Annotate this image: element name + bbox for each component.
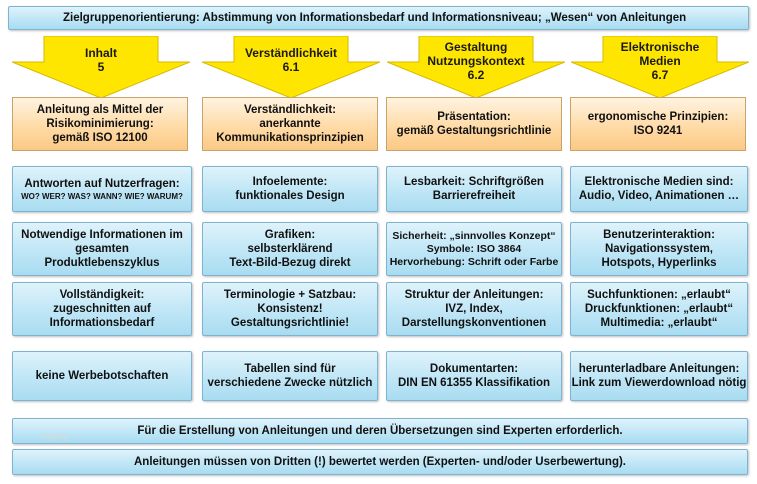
- cell-r3-c4: Suchfunktionen: „erlaubt“ Druckfunktionen: „erlaubt“ Multimedia: „erlaubt“: [570, 282, 748, 336]
- heading-inhalt: Anleitung als Mittel der Risikominimierung: gemäß ISO 12100: [12, 97, 188, 151]
- header-text: Zielgruppenorientierung: Abstimmung von Informationsbedarf und Informationsniveau; „Wesen“ von Anleitungen: [63, 12, 687, 24]
- cell-r3-c3: Struktur der Anleitungen: IVZ, Index, Darstellungskonventionen: [386, 282, 562, 336]
- cell-r1-c4: Elektronische Medien sind: Audio, Video, Animationen …: [570, 166, 748, 212]
- arrow-label-3: Gestaltung Nutzungskontext 6.2: [427, 40, 525, 82]
- heading-ergonomie: ergonomische Prinzipien: ISO 9241: [570, 97, 746, 151]
- cell-r3-c1: Vollständigkeit: zugeschnitten auf Informationsbedarf: [12, 282, 192, 336]
- arrow-label-4: Elektronische Medien 6.7: [620, 40, 700, 82]
- cell-r1-c2: Infoelemente: funktionales Design: [202, 166, 378, 212]
- cell-r4-c3: Dokumentarten: DIN EN 61355 Klassifikation: [386, 351, 562, 401]
- cell-r2-c3: Sicherheit: „sinnvolles Konzept“ Symbole: ISO 3864 Hervorhebung: Schrift oder Farbe: [386, 222, 562, 276]
- cell-r4-c4: herunterladbare Anleitungen: Link zum Viewerdownload nötig: [570, 351, 748, 401]
- header-box: [8, 6, 749, 30]
- cell-r2-c2: Grafiken: selbsterklärend Text-Bild-Bezug direkt: [202, 222, 378, 276]
- arrow-label-1: Inhalt 5: [85, 46, 117, 74]
- cell-r4-c2: Tabellen sind für verschiedene Zwecke nützlich: [202, 351, 378, 401]
- heading-verstaendlichkeit: Verständlichkeit: anerkannte Kommunikationsprinzipien: [202, 97, 378, 151]
- arrow-label-2: Verständlichkeit 6.1: [244, 46, 338, 74]
- watermark-text: viyblog: [42, 432, 67, 441]
- footer-experten: Für die Erstellung von Anleitungen und deren Übersetzungen sind Experten erforderlich.: [12, 418, 748, 444]
- cell-r2-c4: Benutzerinteraktion: Navigationssystem, Hotspots, Hyperlinks: [570, 222, 748, 276]
- cell-r3-c2: Terminologie + Satzbau: Konsistenz! Gestaltungsrichtlinie!: [202, 282, 378, 336]
- cell-r1-c3: Lesbarkeit: Schriftgrößen Barrierefreiheit: [386, 166, 562, 212]
- cell-r1-c1: Antworten auf Nutzerfragen: WO? WER? WAS? WANN? WIE? WARUM?: [12, 166, 192, 212]
- footer-bewertung: Anleitungen müssen von Dritten (!) bewertet werden (Experten- und/oder Userbewertung).: [12, 449, 748, 475]
- cell-r2-c1: Notwendige Informationen im gesamten Produktlebenszyklus: [12, 222, 192, 276]
- heading-praesentation: Präsentation: gemäß Gestaltungsrichtlinie: [386, 97, 562, 151]
- cell-r4-c1: keine Werbebotschaften: [12, 351, 192, 401]
